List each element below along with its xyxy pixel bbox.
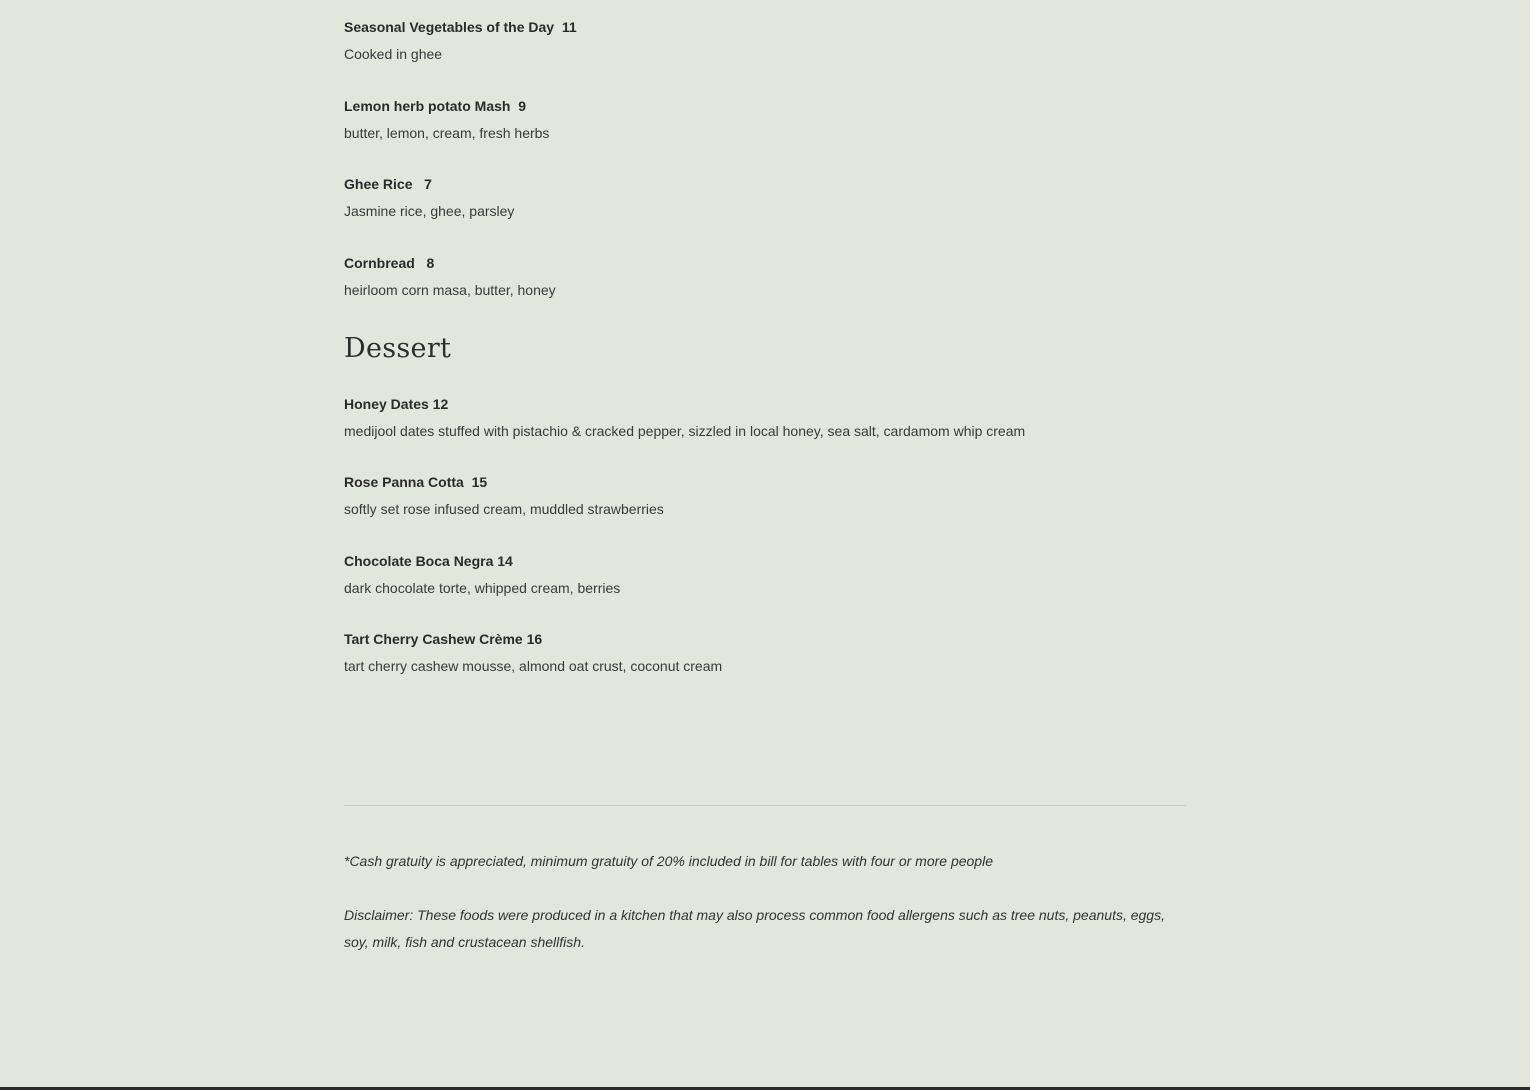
menu-item-description: Jasmine rice, ghee, parsley — [344, 203, 515, 219]
menu-item — [344, 175, 514, 220]
footer-divider — [344, 805, 1186, 806]
menu-item-description: butter, lemon, cream, fresh herbs — [344, 125, 550, 141]
menu-item — [344, 552, 620, 597]
menu-item-name: Chocolate Boca Negra 14 — [344, 553, 513, 569]
menu-item — [344, 97, 549, 142]
menu-item-description: heirloom corn masa, butter, honey — [344, 282, 556, 298]
menu-item-name: Honey Dates 12 — [344, 396, 449, 412]
menu-item — [344, 395, 1025, 440]
menu-item-description: tart cherry cashew mousse, almond oat crust, coconut cream — [344, 658, 723, 674]
menu-item — [344, 630, 722, 675]
gratuity-note: *Cash gratuity is appreciated, minimum gratuity of 20% included in bill for tables with four or more people — [344, 853, 993, 869]
menu-item — [344, 18, 577, 63]
menu-item — [344, 254, 556, 299]
menu-item-name: Tart Cherry Cashew Crème 16 — [344, 631, 543, 647]
menu-item-description: medijool dates stuffed with pistachio & cracked pepper, sizzled in local honey, sea salt, cardamom whip cream — [344, 423, 1026, 439]
allergen-disclaimer: Disclaimer: These foods were produced in a kitchen that may also process common food allergens such as tree nuts, peanuts, eggs, soy, milk, fish and crustacean shellfish. — [344, 907, 1165, 950]
menu-item-name: Lemon herb potato Mash 9 — [344, 98, 527, 114]
section-title-dessert: Dessert — [344, 333, 452, 364]
menu-item-name: Ghee Rice 7 — [344, 176, 432, 192]
menu-item-name: Rose Panna Cotta 15 — [344, 474, 488, 490]
menu-item — [344, 473, 664, 518]
menu-item-name: Seasonal Vegetables of the Day 11 — [344, 19, 577, 35]
menu-item-description: dark chocolate torte, whipped cream, berries — [344, 580, 621, 596]
menu-item-description: softly set rose infused cream, muddled strawberries — [344, 501, 664, 517]
menu-item-name: Cornbread 8 — [344, 255, 435, 271]
menu-item-description: Cooked in ghee — [344, 46, 443, 62]
